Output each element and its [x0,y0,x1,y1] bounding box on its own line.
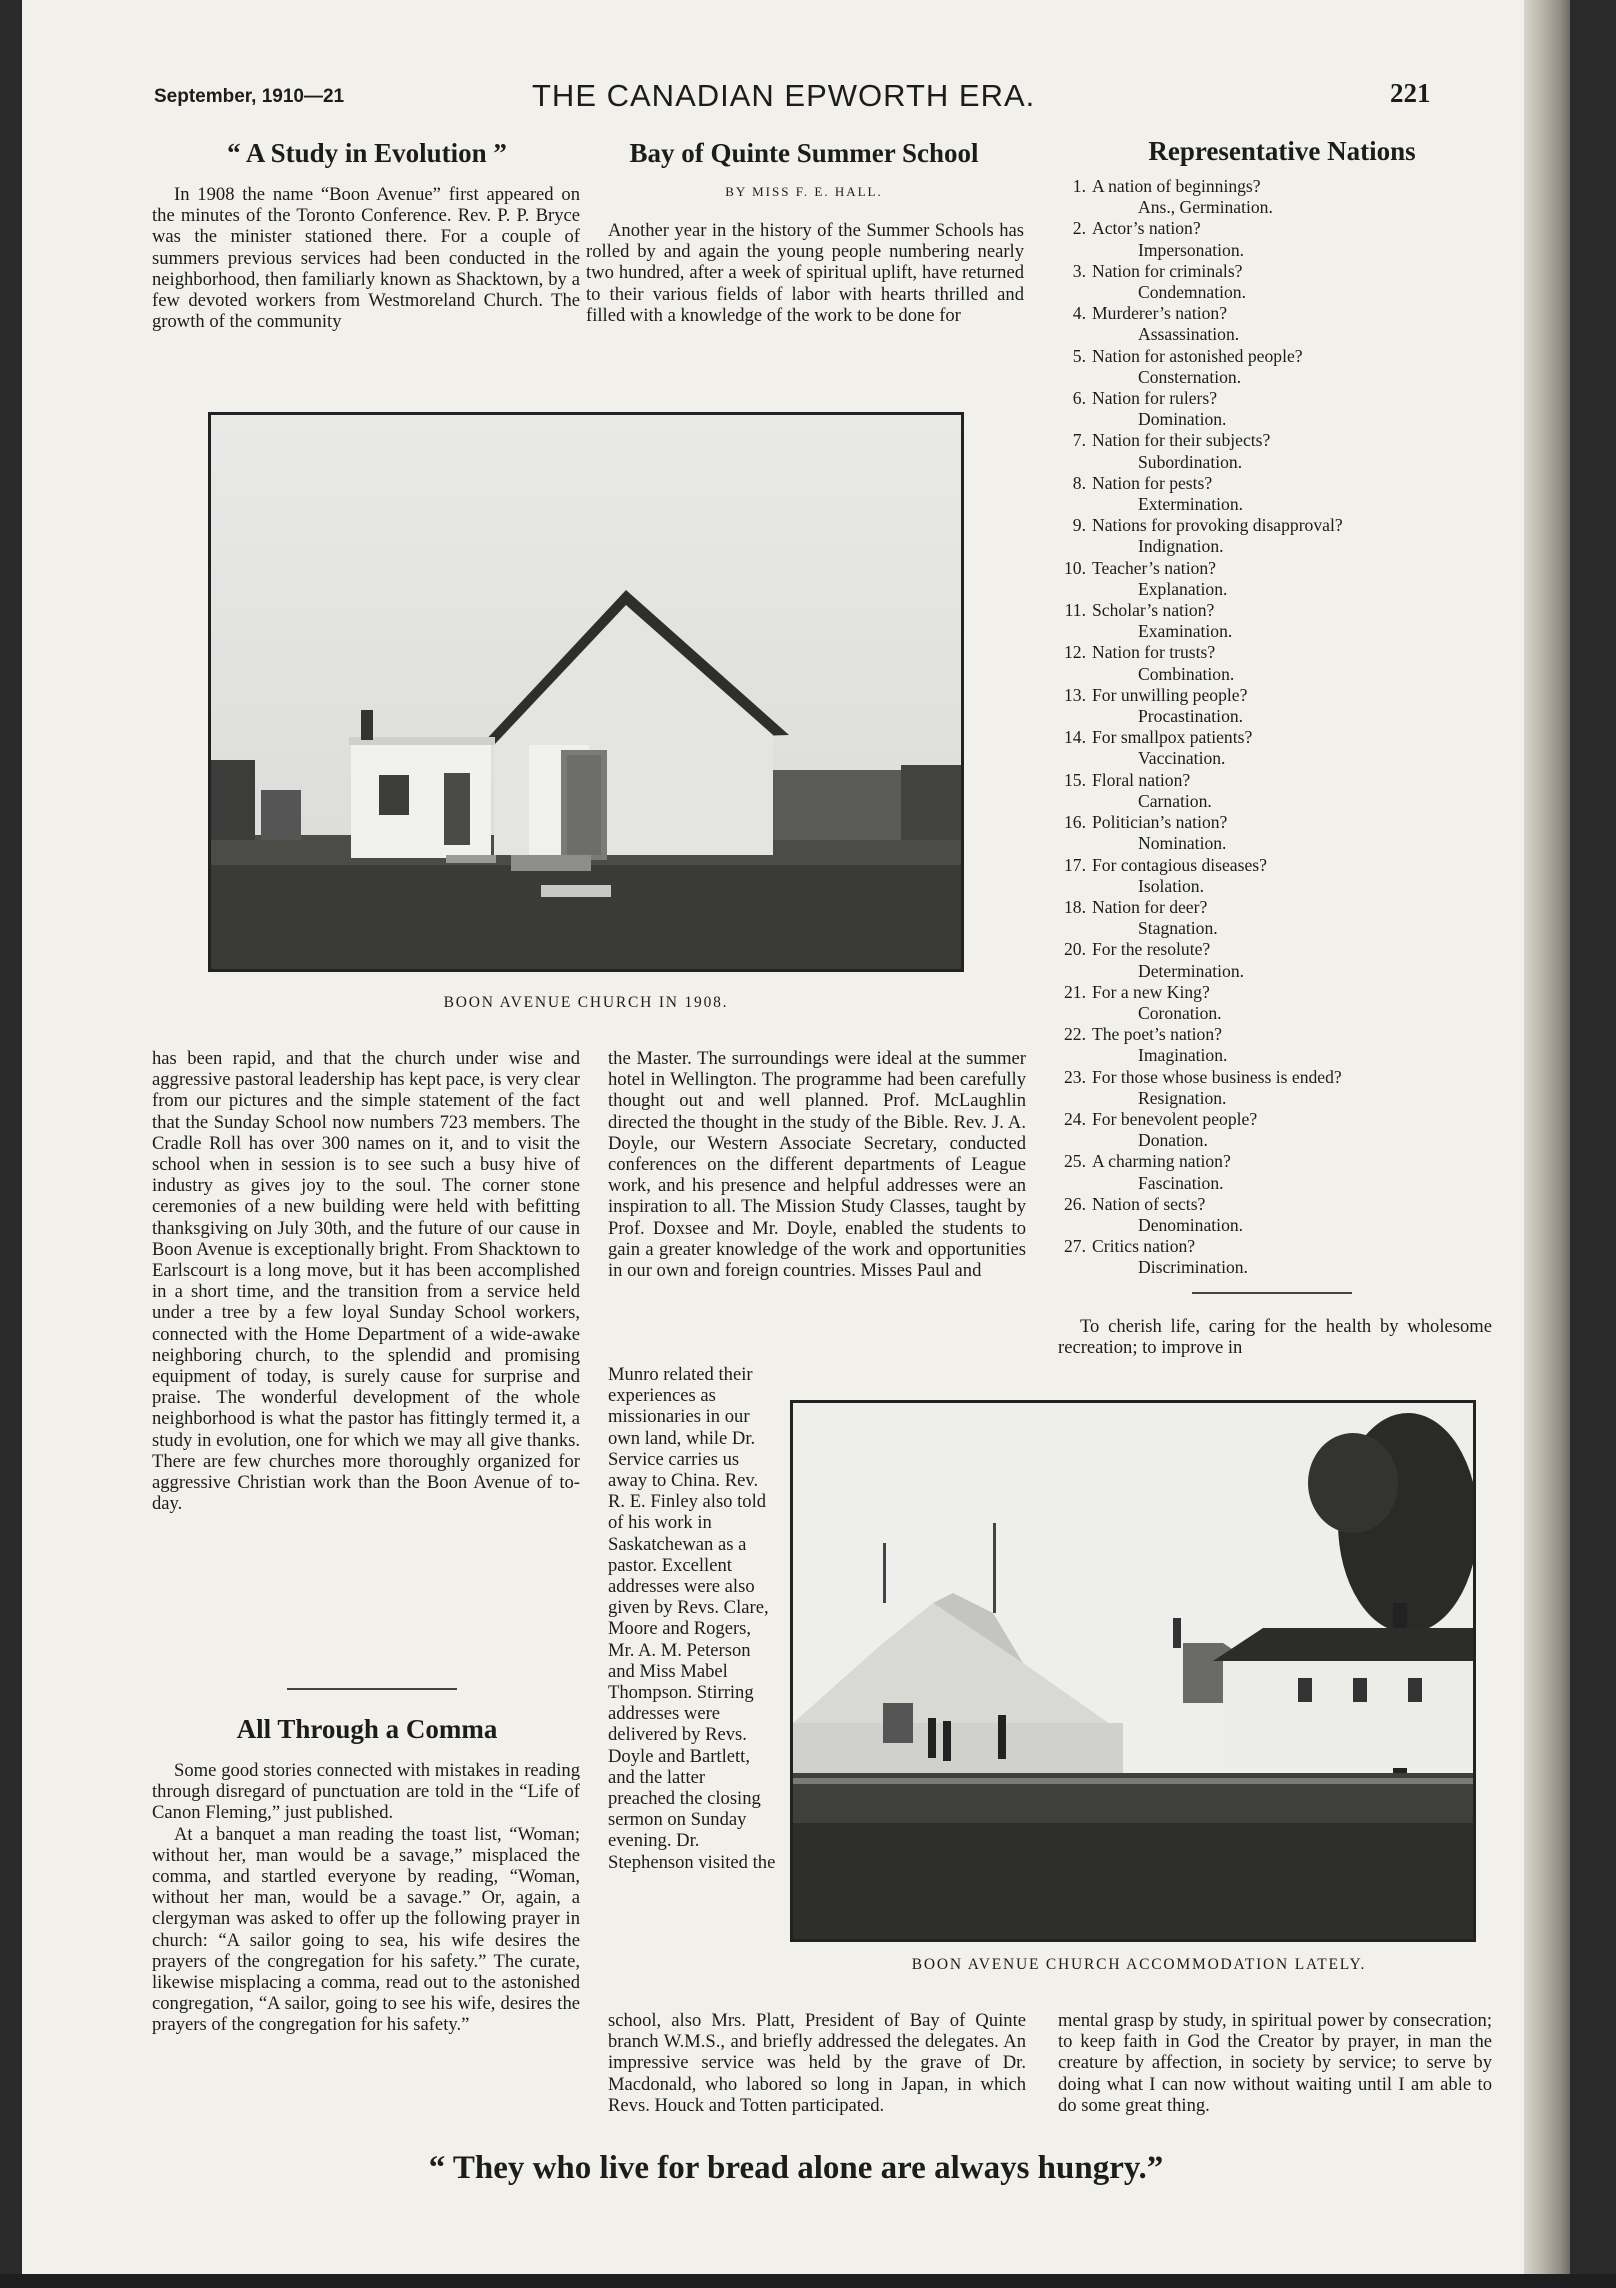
nation-item [1056,727,1526,769]
nation-question-text: Nation for rulers? [1092,388,1218,409]
issue-date: September, 1910—21 [154,86,345,107]
nation-question-text: A nation of beginnings? [1092,176,1261,196]
nation-question [1056,1109,1526,1130]
nation-number: 23. [1064,1066,1086,1087]
nation-number: 12. [1064,642,1086,663]
nation-question-text: A charming nation? [1092,1151,1231,1172]
quinte-text-top: Another year in the history of the Summer Schools has rolled by and again the young people numbering nearly two hundred, after a week of spiritual uplift, have returned to their various fields of labor with hearts thrilled and filled with a knowledge of the work to be done for [586,220,1024,326]
nation-number: 13. [1064,684,1086,705]
nation-question-text: Critics nation? [1092,1236,1196,1257]
church-photo-drawing [211,415,961,969]
nation-question [1056,176,1526,197]
nation-item [1056,346,1526,388]
quinte-byline: BY MISS F. E. HALL. [725,184,883,199]
quinte-text-end: school, also Mrs. Platt, President of Bay of Quinte branch W.M.S., and briefly addressed the delegates. An impressive service was held by the grave of Dr. Macdonald, who labored so long in Japan, in which Revs. Houck and Totten participated. [608,2010,1026,2116]
photo2-caption: BOON AVENUE CHURCH ACCOMMODATION LATELY. [911,1956,1367,1973]
nation-question [1056,812,1526,833]
nation-answer: Consternation. [1138,366,1242,387]
nations-final-text: mental grasp by study, in spiritual power by consecration; to keep faith in God the Creator by prayer, in man the creature by affection, in society by service; to serve by doing what I can now without waiting until I am able to do some great thing. [1058,2010,1492,2116]
nation-item [1056,473,1526,515]
nation-answer: Domination. [1138,409,1227,430]
nation-item [1056,855,1526,897]
nation-question-text: Actor’s nation? [1092,218,1201,239]
nation-question [1056,558,1526,579]
nation-question-text: For benevolent people? [1092,1108,1258,1129]
nation-answer: Fascination. [1138,1172,1224,1193]
nation-question [1056,1024,1526,1045]
nation-number: 20. [1064,939,1086,960]
nation-item [1056,982,1526,1024]
nation-question [1056,770,1526,791]
nation-answer: Coronation. [1138,1002,1222,1023]
nation-answer: Subordination. [1138,451,1243,472]
boon-avenue-church-lately-photo [790,1400,1476,1942]
nation-number: 14. [1064,727,1086,748]
quinte-text-narrow: Munro related their experiences as missionaries in our own land, while Dr. Service carries us away to China. Rev. R. E. Finley also told of his work in Saskatchewan as a pastor. Excellent addresses were also given by Revs. Clare, Moore and Rogers, Mr. A. M. Peterson and Miss Mabel Thompson. Stirring addresses were delivered by Revs. Doyle and Bartlett, and the latter preached the closing sermon on Sunday evening. Dr. Stephenson visited the [608,1364,776,1873]
nation-number: 18. [1064,896,1086,917]
nation-question-text: Nations for provoking disapproval? [1092,515,1343,536]
nation-answer: Assassination. [1138,324,1240,345]
study-text-top: In 1908 the name “Boon Avenue” first appeared on the minutes of the Toronto Conference. Rev. P. P. Bryce was the minister stationed there. For a couple of summers previous services had been conducted in the neighborhood, then familiarly known as Shacktown, by a few devoted workers from Westmoreland Church. The growth of the community [152,184,580,333]
nation-answer: Examination. [1138,621,1233,642]
nation-number: 9. [1072,515,1086,536]
nation-question-text: Nation for their subjects? [1092,430,1271,451]
nation-number: 17. [1064,854,1086,875]
page-number: 221 [1390,78,1431,108]
nation-question [1056,346,1526,367]
nation-number: 24. [1064,1108,1086,1129]
nation-question-text: Nation for astonished people? [1092,345,1303,366]
nation-question-text: For smallpox patients? [1092,727,1253,748]
nation-item [1056,600,1526,642]
nation-question-text: For the resolute? [1092,939,1211,960]
nation-item [1056,897,1526,939]
footer-quote: “ They who live for bread alone are always hungry.” [428,2150,1164,2186]
nation-question-text: Nation of sects? [1092,1193,1206,1214]
nation-number: 4. [1072,303,1086,324]
nation-question-text: Scholar’s nation? [1092,600,1215,621]
nation-question-text: Floral nation? [1092,769,1191,790]
nation-question [1056,642,1526,663]
nation-question [1056,430,1526,451]
nation-item [1056,1194,1526,1236]
nation-question [1056,1194,1526,1215]
magazine-page [22,0,1570,2288]
study-title: “ A Study in Evolution ” [227,138,507,168]
nation-answer: Vaccination. [1138,748,1226,769]
journal-title: THE CANADIAN EPWORTH ERA. [532,78,1036,113]
nation-question [1056,303,1526,324]
nation-item [1056,1236,1526,1278]
nation-item [1056,261,1526,303]
nations-list [1056,176,1526,1279]
nation-item [1056,388,1526,430]
nation-question [1056,939,1526,960]
nation-question [1056,685,1526,706]
nation-item [1056,430,1526,472]
nation-answer: Nomination. [1138,833,1227,854]
nation-answer: Stagnation. [1138,918,1218,939]
nation-item [1056,642,1526,684]
nation-answer: Combination. [1138,663,1235,684]
nation-item [1056,939,1526,981]
nation-answer: Determination. [1138,960,1245,981]
nation-answer: Carnation. [1138,790,1212,811]
nation-question [1056,855,1526,876]
nation-item [1056,176,1526,218]
nation-question [1056,388,1526,409]
nation-number: 22. [1064,1024,1086,1045]
nation-question [1056,515,1526,536]
nation-answer: Condemnation. [1138,282,1246,303]
nation-question [1056,218,1526,239]
nation-number: 3. [1072,260,1086,281]
nation-answer: Ans., Germination. [1138,197,1273,218]
nation-item [1056,303,1526,345]
nation-answer: Explanation. [1138,578,1228,599]
nation-question-text: For those whose business is ended? [1092,1066,1342,1087]
nation-question [1056,261,1526,282]
nation-item [1056,1024,1526,1066]
nations-after-text: To cherish life, caring for the health by wholesome recreation; to improve in [1058,1316,1492,1359]
nation-question [1056,600,1526,621]
photo1-caption: BOON AVENUE CHURCH IN 1908. [443,994,729,1011]
comma-title: All Through a Comma [236,1714,498,1744]
page-spine [1524,0,1570,2288]
nation-question-text: For a new King? [1092,981,1210,1002]
nation-question-text: Nation for deer? [1092,896,1208,917]
nation-number: 26. [1064,1193,1086,1214]
nation-question [1056,1236,1526,1257]
nation-number: 27. [1064,1236,1086,1257]
nation-question-text: The poet’s nation? [1092,1024,1222,1045]
nation-answer: Indignation. [1138,536,1224,557]
nation-item [1056,558,1526,600]
page-bottom-edge [0,2274,1616,2288]
nation-item [1056,1151,1526,1193]
nation-item [1056,685,1526,727]
quinte-text-mid: the Master. The surroundings were ideal at the summer hotel in Wellington. The programme had been carefully thought out and well planned. Prof. McLaughlin directed the thought in the study of the Bible. Rev. J. A. Doyle, our Western Associate Secretary, conducted conferences on the different departments of League work, and his presence and helpful addresses were an inspiration to all. The Mission Study Classes, taught by Prof. Doxsee and Mr. Doyle, enabled the students to gain a greater knowledge of the work and opportunities in our own and foreign countries. Misses Paul and [608,1048,1026,1282]
nation-item [1056,770,1526,812]
boon-avenue-church-1908-photo [208,412,964,972]
nation-number: 2. [1072,218,1086,239]
nation-question-text: For contagious diseases? [1092,854,1267,875]
nation-item [1056,1109,1526,1151]
nation-item [1056,515,1526,557]
nation-answer: Donation. [1138,1130,1208,1151]
nation-question [1056,473,1526,494]
nation-number: 7. [1072,430,1086,451]
nation-question [1056,982,1526,1003]
nation-answer: Imagination. [1138,1045,1228,1066]
nation-answer: Impersonation. [1138,239,1245,260]
nation-question [1056,727,1526,748]
nation-answer: Procastination. [1138,706,1244,727]
nations-rule [1192,1292,1352,1294]
quinte-title: Bay of Quinte Summer School [629,138,979,168]
nation-item [1056,812,1526,854]
comma-text: Some good stories connected with mistakes in reading through disregard of punctuation are told in the “Life of Canon Fleming,” just published. At a banquet a man reading the toast list, “Woman; without her, man would be a savage,” misplaced the comma, and startled everyone by reading, “Woman, without her man, would be a savage.” Or, again, a clergyman was asked to offer up the following prayer in church: “A sailor going to sea, his wife desires the prayers of the congregation for his safety.” The curate, likewise misplacing a comma, read out to the astonished congregation, “A sailor, going to see his wife, desires the prayers of the congregation for his safety.” [152,1760,580,2036]
nation-number: 8. [1072,472,1086,493]
nation-answer: Discrimination. [1138,1257,1248,1278]
nation-question-text: Nation for pests? [1092,472,1213,493]
nation-number: 15. [1064,769,1086,790]
nation-question-text: Nation for criminals? [1092,260,1243,281]
nation-answer: Extermination. [1138,494,1244,515]
nation-question [1056,1067,1526,1088]
nations-title: Representative Nations [1148,136,1416,166]
nation-number: 1. [1072,176,1086,196]
study-text-bottom: has been rapid, and that the church under wise and aggressive pastoral leadership has kept pace, is very clear from our pictures and the simple statement of the fact that the Sunday School now numbers 723 members. The Cradle Roll has over 300 names on it, and to visit the school when in session is to see such a busy hive of industry as gives joy to the soul. The corner stone ceremonies of a new building were held with befitting thanksgiving on July 30th, and the future of our cause in Boon Avenue is exceptionally bright. From Shacktown to Earlscourt is a long move, but it has been accomplished in a short time, and the transition from a service held under a tree by a few loyal Sunday School workers, connected with the Home Department of a wide-awake neighboring church, to the splendid and promising equipment of today, is surely cause for surprise and praise. The wonderful development of the whole neighborhood is what the pastor has fittingly termed it, a study in evolution, one for which we may all give thanks. There are few churches more thoroughly organized for aggressive Christian work than the Boon Avenue of to-day. [152,1048,580,1515]
section-rule [287,1688,457,1690]
nation-answer: Isolation. [1138,875,1204,896]
nation-number: 16. [1064,812,1086,833]
nation-item [1056,218,1526,260]
nation-question [1056,897,1526,918]
nation-answer: Denomination. [1138,1214,1244,1235]
nation-number: 5. [1072,345,1086,366]
nation-number: 10. [1064,557,1086,578]
tent-photo-drawing [793,1403,1473,1939]
nation-answer: Resignation. [1138,1087,1227,1108]
nation-number: 6. [1072,388,1086,409]
nation-number: 25. [1064,1151,1086,1172]
nation-question [1056,1151,1526,1172]
nation-question-text: Politician’s nation? [1092,812,1228,833]
nation-question-text: Teacher’s nation? [1092,557,1216,578]
nation-number: 21. [1064,981,1086,1002]
nation-question-text: Nation for trusts? [1092,642,1216,663]
nation-question-text: For unwilling people? [1092,684,1248,705]
nation-number: 11. [1064,600,1086,621]
nation-question-text: Murderer’s nation? [1092,303,1228,324]
nation-item [1056,1067,1526,1109]
